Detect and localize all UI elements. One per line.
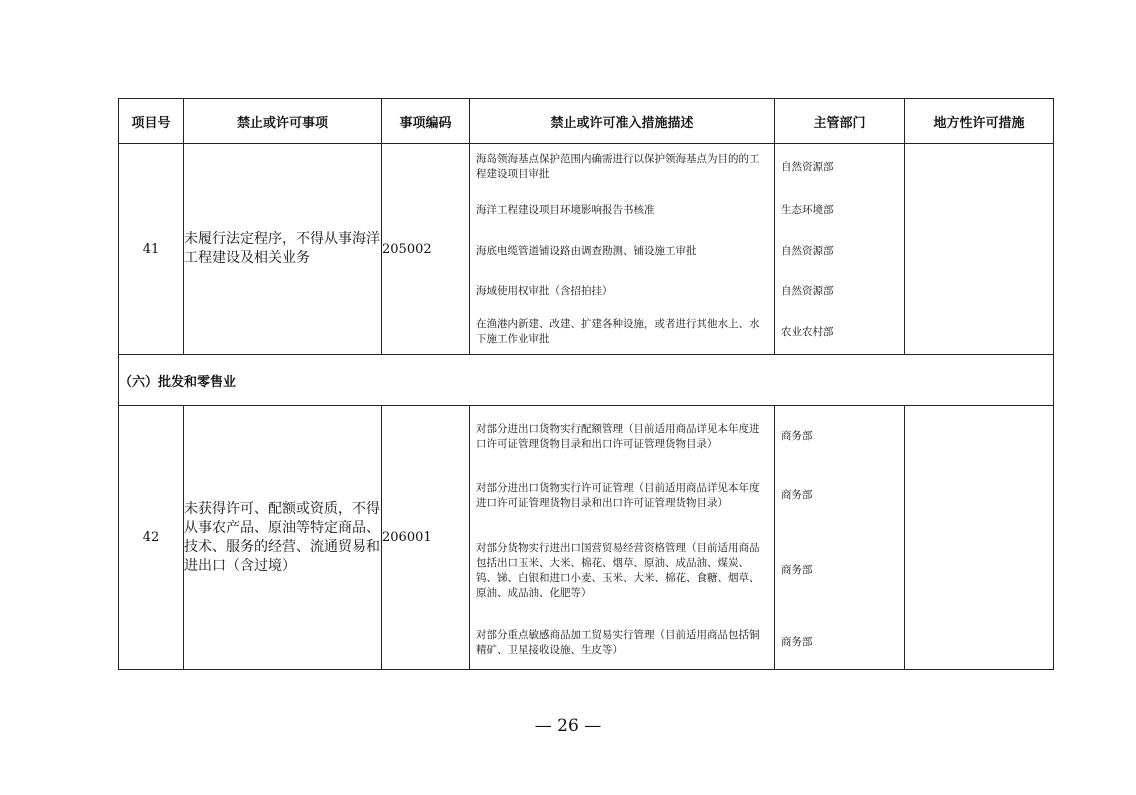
local-measures-cell (905, 406, 1054, 670)
measure-desc-cell (470, 406, 775, 670)
department: 生态环境部 (781, 203, 834, 216)
department: 商务部 (781, 489, 813, 501)
measure-desc: 海域使用权审批（含招拍挂） (476, 284, 613, 297)
measure-desc: 海底电缆管道铺设路由调查勘测、铺设施工审批 (476, 244, 697, 257)
section-title: （六）批发和零售业 (119, 355, 1054, 406)
negative-list-table (118, 98, 1054, 670)
department: 自然资源部 (781, 244, 834, 257)
department-cell (775, 144, 905, 355)
header-item-code: 事项编码 (382, 99, 470, 144)
measure-desc: 对部分货物实行进出口国营贸易经营资格管理（目前适用商品包括出口玉米、大米、棉花、烟草、原油、成品油、煤炭、钨、锑、白银和进口小麦、玉米、大米、棉花、食糖、烟草、原油、成品油、化肥等） (476, 541, 760, 599)
measure-desc: 对部分重点敏感商品加工贸易实行管理（目前适用商品包括铜精矿、卫星接收设施、生皮等） (476, 628, 760, 656)
measure-desc: 海洋工程建设项目环境影响报告书核准 (476, 203, 655, 216)
measure-desc: 对部分进出口货物实行配额管理（目前适用商品详见本年度进口许可证管理货物目录和出口许可证管理货物目录） (476, 422, 760, 450)
department: 自然资源部 (781, 160, 834, 173)
item-code: 206001 (382, 406, 470, 670)
table-header-row (119, 99, 1054, 144)
department: 商务部 (781, 564, 813, 576)
item-number: 42 (119, 406, 184, 670)
measure-desc-cell (470, 144, 775, 355)
department: 商务部 (781, 636, 813, 648)
item-code: 205002 (382, 144, 470, 355)
table-row (119, 406, 1054, 670)
section-header-row (119, 355, 1054, 406)
header-measure-desc: 禁止或许可准入措施描述 (470, 99, 775, 144)
header-department: 主管部门 (775, 99, 905, 144)
measure-desc: 在渔港内新建、改建、扩建各种设施，或者进行其他水上、水下施工作业审批 (476, 318, 760, 345)
header-local-measures: 地方性许可措施 (905, 99, 1054, 144)
department: 农业农村部 (781, 325, 834, 338)
item-name: 未履行法定程序，不得从事海洋工程建设及相关业务 (184, 144, 382, 355)
measure-desc: 对部分进出口货物实行许可证管理（目前适用商品详见本年度进口许可证管理货物目录和出口许可证管理货物目录） (476, 481, 760, 509)
department: 商务部 (781, 430, 813, 442)
measure-desc: 海岛领海基点保护范围内确需进行以保护领海基点为目的的工程建设项目审批 (476, 153, 760, 180)
item-name: 未获得许可、配额或资质，不得从事农产品、原油等特定商品、技术、服务的经营、流通贸易和进出口（含过境） (184, 406, 382, 670)
header-item-name: 禁止或许可事项 (184, 99, 382, 144)
department: 自然资源部 (781, 284, 834, 297)
page-number: — 26 — (534, 716, 602, 736)
department-cell (775, 406, 905, 670)
header-item-number: 项目号 (119, 99, 184, 144)
table-row (119, 144, 1054, 355)
local-measures-cell (905, 144, 1054, 355)
item-number: 41 (119, 144, 184, 355)
